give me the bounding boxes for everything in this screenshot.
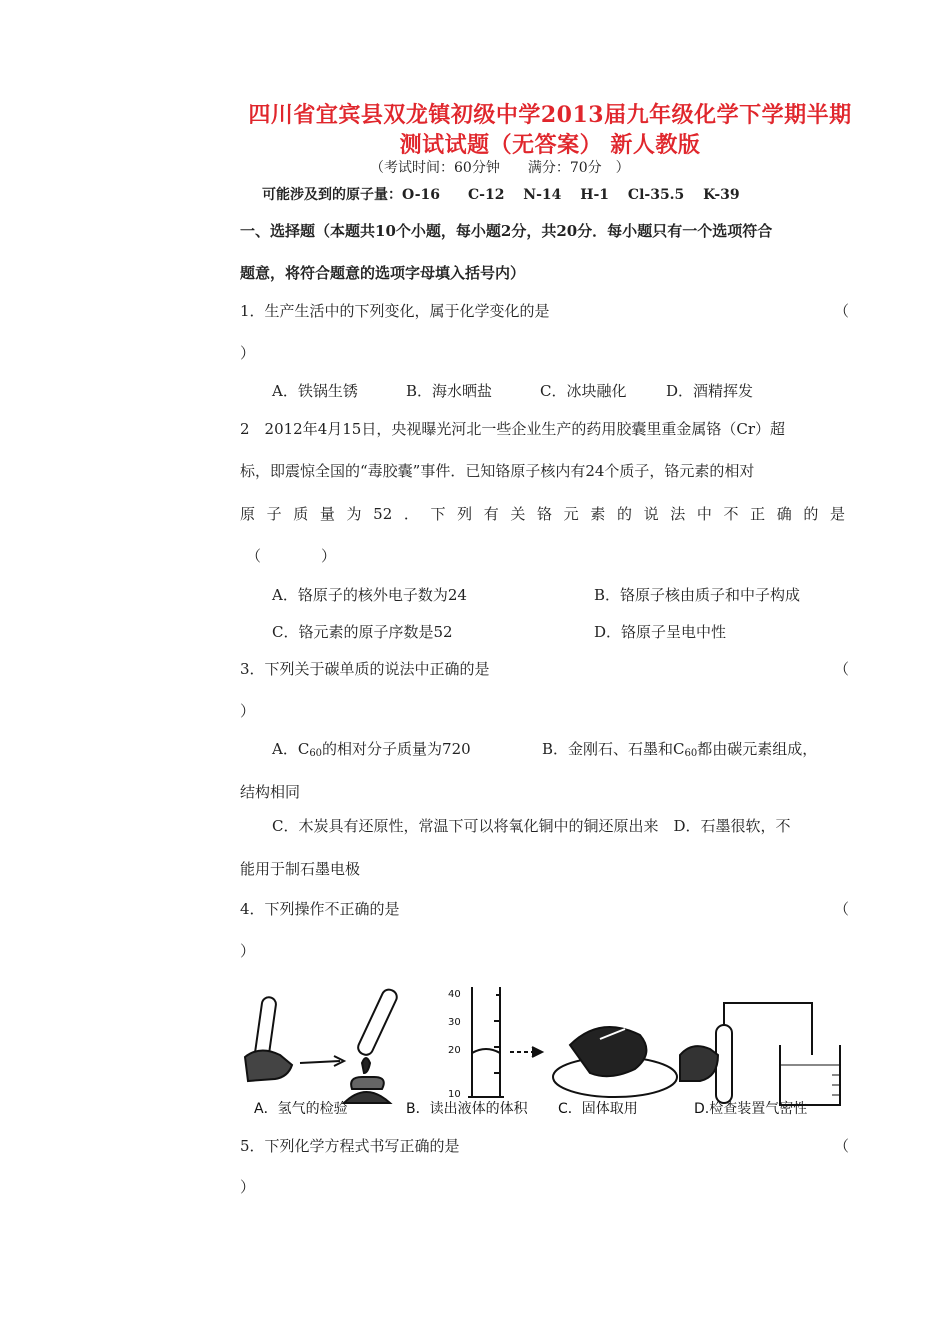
q3-paren-close: ） — [240, 702, 256, 720]
q2-option-c: C．铬元素的原子序数是52 — [272, 623, 453, 641]
q3-paren-open: （ — [834, 660, 850, 678]
scale-label-40: 40 — [448, 989, 461, 1000]
lab-operations-illustration — [240, 985, 850, 1120]
q4-caption-c: C．固体取用 — [558, 1101, 638, 1117]
q1-option-c: C．冰块融化 — [540, 382, 627, 400]
q1-stem: 1．生产生活中的下列变化，属于化学变化的是 — [240, 302, 550, 320]
q5-paren-open: （ — [834, 1137, 850, 1155]
inverted-test-tube-icon — [356, 987, 399, 1057]
exam-info: （考试时间：60分钟 满分：70分 ） — [370, 160, 630, 176]
q3-stem: 3．下列关于碳单质的说法中正确的是 — [240, 660, 490, 678]
scale-label-10: 10 — [448, 1089, 461, 1100]
q4-figure — [240, 985, 850, 1120]
q2-line-3: 原子质量为52．下列有关铬元素的说法中不正确的是 — [240, 505, 845, 523]
scale-label-30: 30 — [448, 1017, 461, 1028]
q3-option-a: A．$C_{60}$的相对分子质量为720 — [272, 740, 471, 759]
title-line-1: 四川省宜宾县双龙镇初级中学2013届九年级化学下学期半期 — [248, 102, 852, 128]
q2-option-a: A．铬原子的核外电子数为24 — [272, 586, 467, 604]
q5-stem: 5．下列化学方程式书写正确的是 — [240, 1137, 460, 1155]
q4-caption-b: B．读出液体的体积 — [406, 1101, 528, 1117]
title-line-2: 测试试题（无答案） 新人教版 — [399, 132, 701, 158]
q2-line-2: 标，即震惊全国的“毒胶囊”事件．已知铬原子核内有24个质子，铬元素的相对 — [240, 462, 755, 480]
solid-taking-icon — [553, 1027, 677, 1097]
airtightness-apparatus-icon — [680, 1003, 840, 1105]
q1-paren-close: ） — [240, 344, 256, 362]
q1-option-d: D．酒精挥发 — [666, 382, 754, 400]
atomic-masses: 可能涉及到的原子量：O-16 C-12 N-14 H-1 Cl-35.5 K-39 — [262, 187, 740, 203]
q2-option-d: D．铬原子呈电中性 — [594, 623, 727, 641]
q2-line-1: 2 2012年4月15日，央视曝光河北一些企业生产的药用胶囊里重金属铬（Cr）超 — [240, 420, 785, 438]
q3-option-b: B．金刚石、石墨和$C_{60}$都由碳元素组成， — [542, 740, 818, 759]
alcohol-lamp-icon — [344, 1058, 390, 1103]
q3-option-b-continued: 结构相同 — [240, 783, 301, 801]
q4-paren-open: （ — [834, 900, 850, 918]
q2-option-b: B．铬原子核由质子和中子构成 — [594, 586, 801, 604]
q1-option-a: A．铁锅生锈 — [272, 382, 358, 400]
q4-stem: 4．下列操作不正确的是 — [240, 900, 400, 918]
q4-caption-d: D.检查装置气密性 — [694, 1101, 808, 1117]
q3-option-cd-2: 能用于制石墨电极 — [240, 860, 361, 878]
graduated-cylinder-icon — [468, 987, 542, 1097]
section1-heading-1: 一、选择题（本题共10个小题，每小题2分，共20分．每小题只有一个选项符合 — [240, 222, 773, 240]
q2-paren: （ ） — [246, 547, 337, 565]
q4-paren-close: ） — [240, 942, 256, 960]
q1-option-b: B．海水晒盐 — [406, 382, 493, 400]
scale-label-20: 20 — [448, 1045, 461, 1056]
test-tube-hand-icon — [245, 996, 344, 1081]
q4-caption-a: A．氢气的检验 — [254, 1101, 348, 1117]
section1-heading-2: 题意，将符合题意的选项字母填入括号内） — [240, 264, 526, 282]
q1-paren-open: （ — [834, 302, 850, 320]
q3-option-cd-1: C．木炭具有还原性，常温下可以将氧化铜中的铜还原出来 D．石墨很软，不 — [272, 817, 791, 835]
q5-paren-close: ） — [240, 1178, 256, 1196]
